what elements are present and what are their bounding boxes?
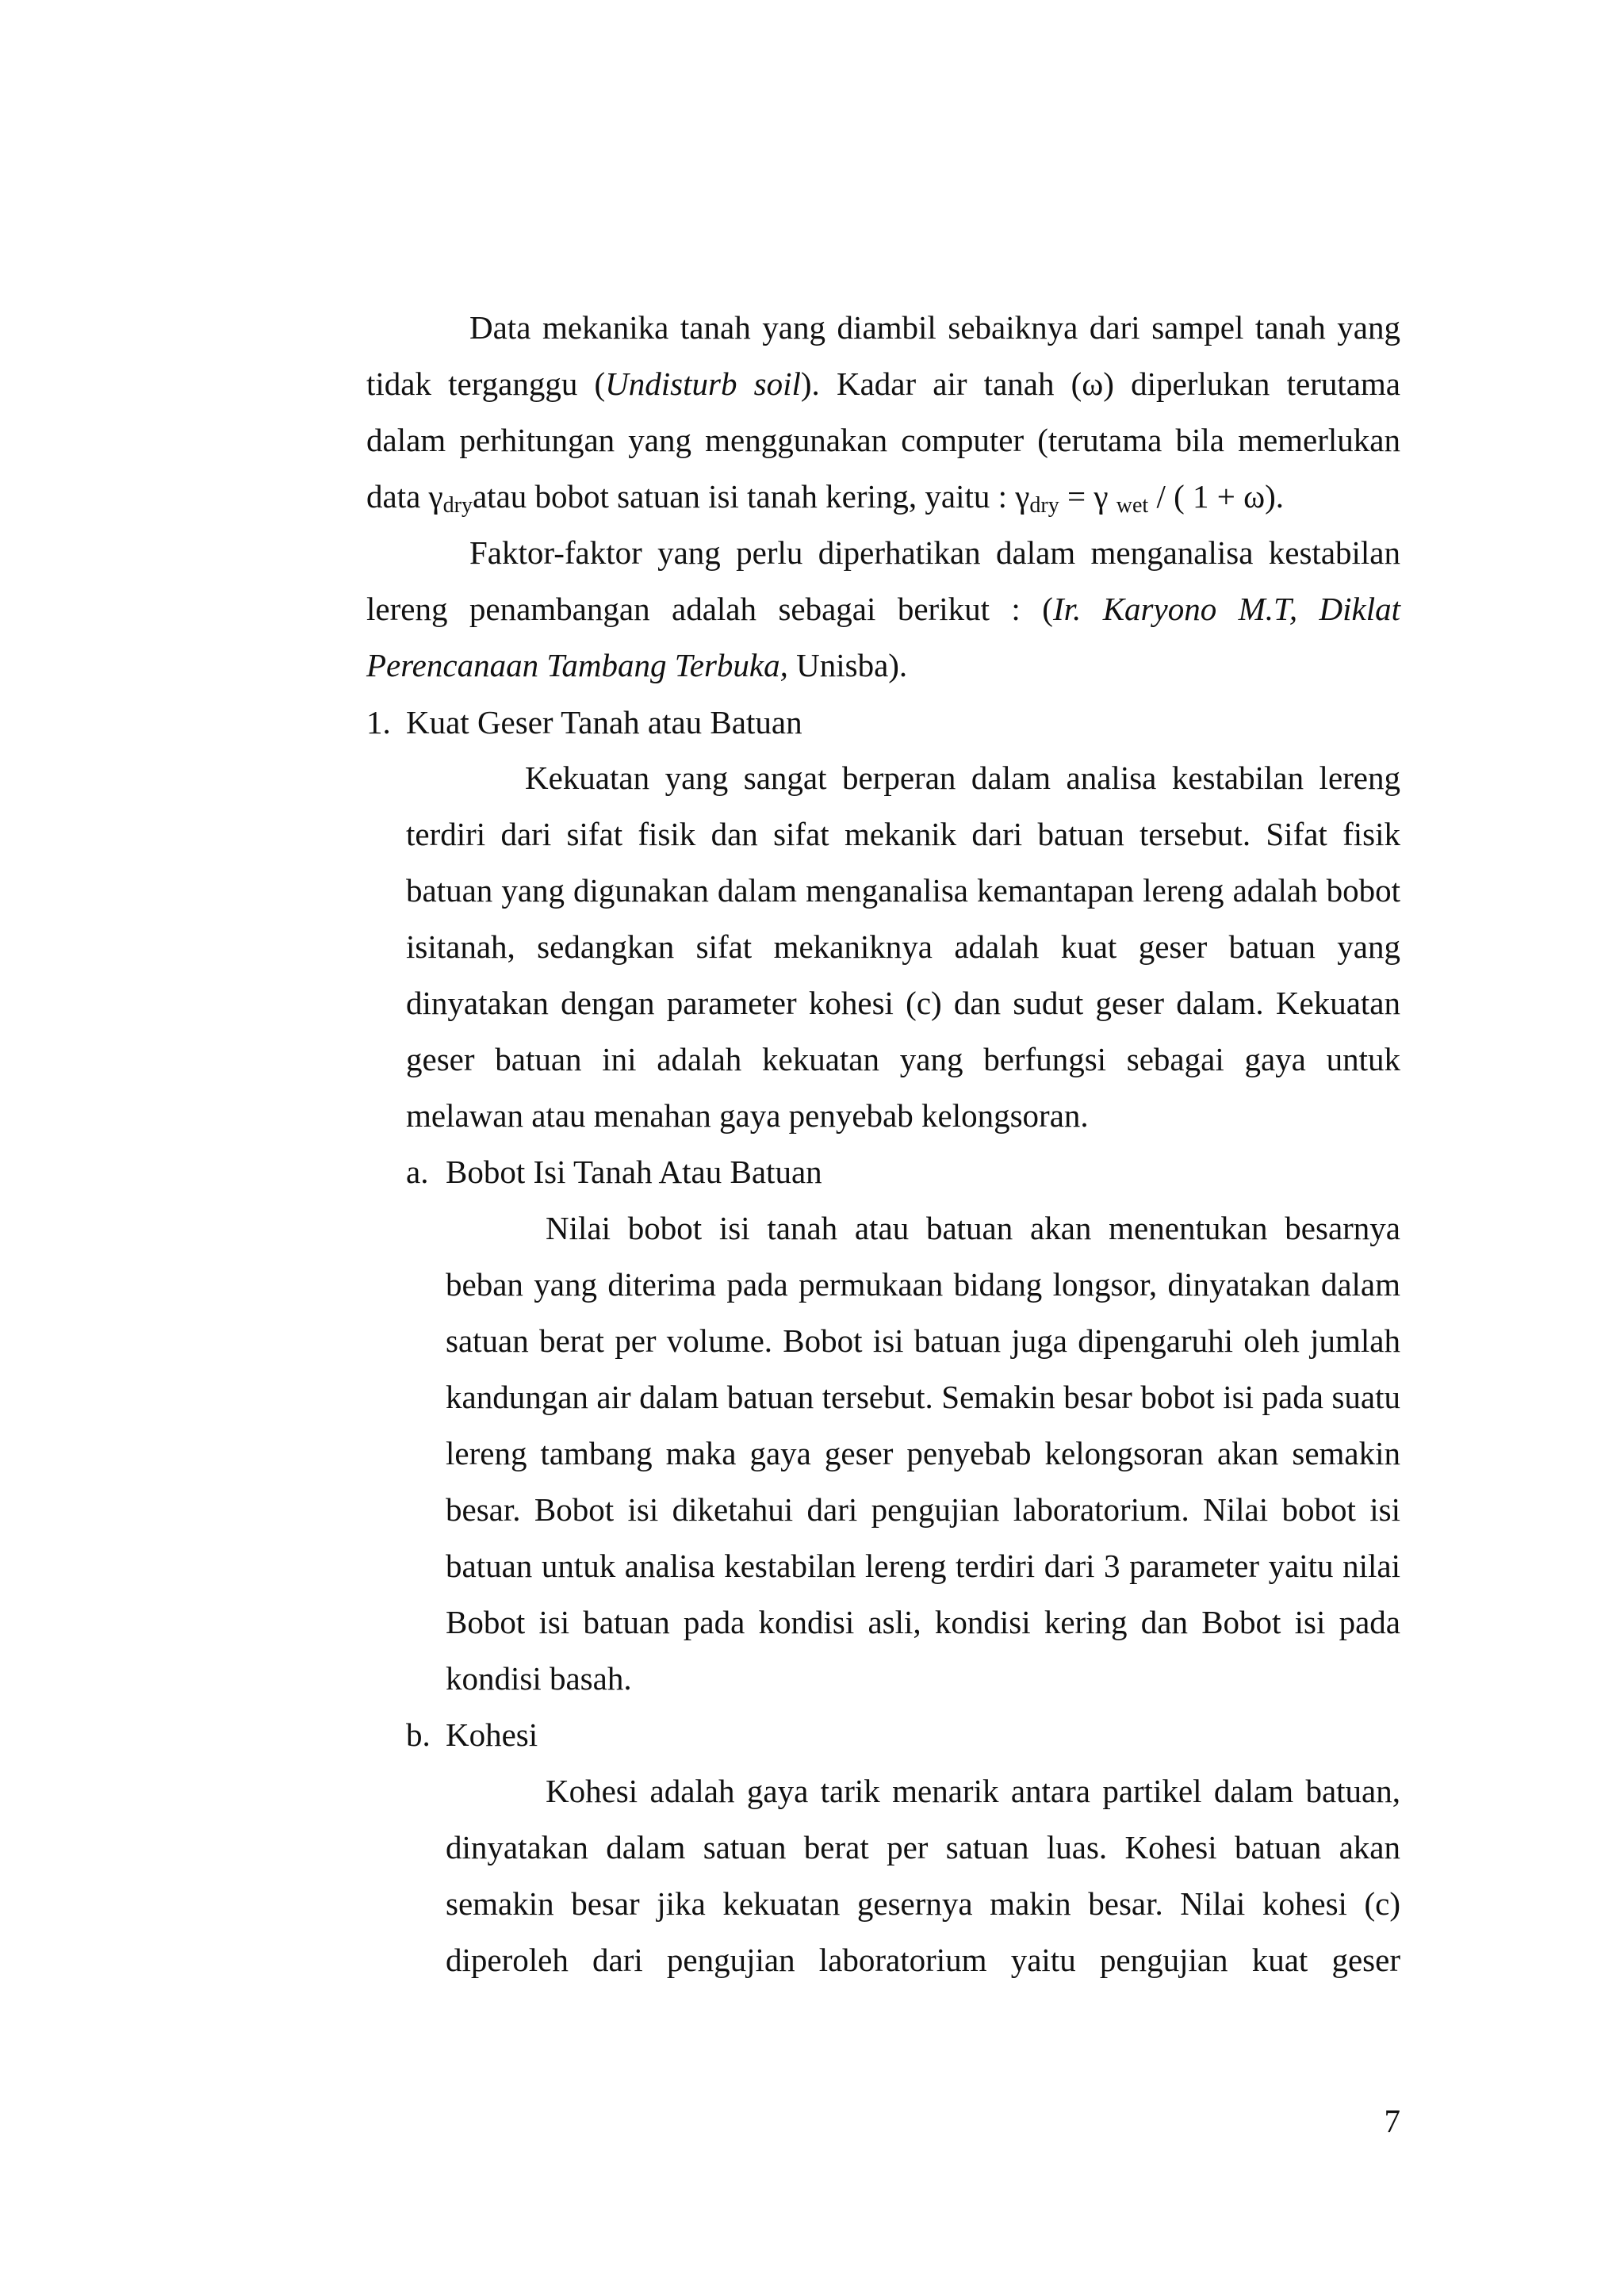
subscript-dry: dry	[1029, 493, 1059, 518]
list-item-title: Bobot Isi Tanah Atau Batuan	[446, 1154, 822, 1190]
list-item-a-heading	[406, 1144, 1400, 1200]
paragraph-stability-factors	[366, 525, 1400, 694]
list-letter: b.	[406, 1716, 431, 1753]
paragraph-text: atau bobot satuan isi tanah kering, yaitu : γ	[472, 478, 1030, 515]
paragraph-soil-mechanics-data	[366, 300, 1400, 534]
citation-italic: Ir. Karyono M.T, Diklat Perencanaan Tambang Terbuka,	[366, 591, 1400, 683]
paragraph-shear-strength: Kekuatan yang sangat berperan dalam analisa kestabilan lereng terdiri dari sifat fisik dan sifat mekanik dari batuan tersebut. Sifat fisik batuan yang digunakan dalam menganalisa kemantapan lereng adalah bobot isitanah, sedangkan sifat mekaniknya adalah kuat geser batuan yang dinyatakan dengan parameter kohesi (c) dan sudut geser dalam. Kekuatan geser batuan ini adalah kekuatan yang berfungsi sebagai gaya untuk melawan atau menahan gaya penyebab kelongsoran.	[406, 760, 1400, 1134]
paragraph-unit-weight: Nilai bobot isi tanah atau batuan akan menentukan besarnya beban yang diterima pada permukaan bidang longsor, dinyatakan dalam satuan berat per volume. Bobot isi batuan juga dipengaruhi oleh jumlah kandungan air dalam batuan tersebut. Semakin besar bobot isi pada suatu lereng tambang maka gaya geser penyebab kelongsoran akan semakin besar. Bobot isi diketahui dari pengujian laboratorium. Nilai bobot isi batuan untuk analisa kestabilan lereng terdiri dari 3 parameter yaitu nilai Bobot isi batuan pada kondisi asli, kondisi kering dan Bobot isi pada kondisi basah.	[446, 1210, 1400, 1697]
paragraph-text: ). Kadar air tanah (ω) diperlukan terutama dalam perhitungan yang menggunakan computer (terutama bila memerlukan data γ	[366, 365, 1401, 515]
paragraph-text: Data mekanika tanah yang diambil sebaiknya dari sampel tanah yang tidak terganggu (	[366, 309, 1400, 402]
paragraph-text: = γ	[1059, 478, 1116, 515]
paragraph-cohesion: Kohesi adalah gaya tarik menarik antara partikel dalam batuan, dinyatakan dalam satuan berat per satuan luas. Kohesi batuan akan semakin besar jika kekuatan gesernya makin besar. Nilai kohesi (c) diperoleh dari pengujian laboratorium yaitu pengujian kuat geser	[446, 1773, 1400, 1978]
list-item-title: Kohesi	[446, 1716, 538, 1753]
italic-term: Undisturb soil	[605, 365, 801, 402]
list-number: 1.	[366, 704, 391, 740]
paragraph-text: Unisba).	[787, 647, 908, 683]
list-item-title: Kuat Geser Tanah atau Batuan	[406, 704, 802, 740]
subscript-wet: wet	[1116, 493, 1149, 518]
subscript-dry: dry	[442, 493, 473, 518]
paragraph-text: / ( 1 + ω).	[1148, 478, 1284, 515]
page-number: 7	[1384, 2103, 1400, 2139]
paragraph-text: Faktor-faktor yang perlu diperhatikan dalam menganalisa kestabilan lereng penambangan adalah sebagai berikut : (	[366, 534, 1400, 627]
list-letter: a.	[406, 1154, 429, 1190]
list-item-b-heading	[406, 1707, 1400, 1763]
list-item-1-heading	[366, 695, 1400, 751]
